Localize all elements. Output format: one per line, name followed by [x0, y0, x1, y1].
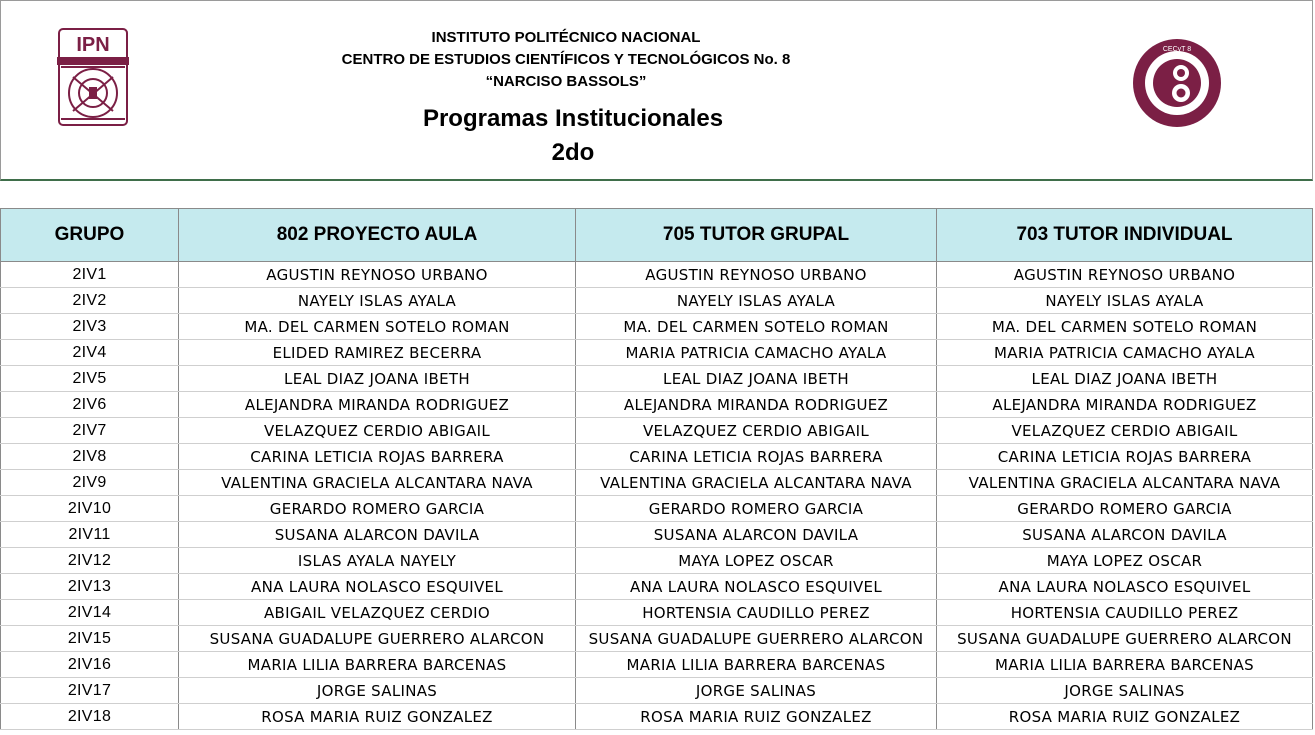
cell-tutor-individual: NAYELY ISLAS AYALA [937, 288, 1313, 314]
cell-tutor-individual: ANA LAURA NOLASCO ESQUIVEL [937, 574, 1313, 600]
cell-tutor-individual: VALENTINA GRACIELA ALCANTARA NAVA [937, 470, 1313, 496]
cell-tutor-individual: MARIA PATRICIA CAMACHO AYALA [937, 340, 1313, 366]
cell-grupo: 2IV4 [1, 340, 179, 366]
cell-tutor-individual: GERARDO ROMERO GARCIA [937, 496, 1313, 522]
table-row [1, 340, 1313, 366]
table-row [1, 678, 1313, 704]
cell-proyecto-aula: MARIA LILIA BARRERA BARCENAS [179, 652, 576, 678]
cell-tutor-individual: MAYA LOPEZ OSCAR [937, 548, 1313, 574]
cell-grupo: 2IV12 [1, 548, 179, 574]
table-header-row [1, 209, 1313, 262]
cell-grupo: 2IV10 [1, 496, 179, 522]
cell-proyecto-aula: AGUSTIN REYNOSO URBANO [179, 262, 576, 288]
cell-tutor-grupal: MA. DEL CARMEN SOTELO ROMAN [576, 314, 937, 340]
table-row [1, 314, 1313, 340]
table-row [1, 288, 1313, 314]
cell-proyecto-aula: LEAL DIAZ JOANA IBETH [179, 366, 576, 392]
cell-proyecto-aula: JORGE SALINAS [179, 678, 576, 704]
cell-grupo: 2IV11 [1, 522, 179, 548]
header-tutor-individual: 703 TUTOR INDIVIDUAL [937, 209, 1313, 262]
grade-title: 2do [551, 139, 595, 166]
cell-proyecto-aula: ROSA MARIA RUIZ GONZALEZ [179, 704, 576, 730]
program-title: Programas Institucionales [422, 105, 724, 132]
cell-tutor-grupal: SUSANA ALARCON DAVILA [576, 522, 937, 548]
cell-tutor-individual: SUSANA ALARCON DAVILA [937, 522, 1313, 548]
header-tutor-grupal: 705 TUTOR GRUPAL [576, 209, 937, 262]
table-row [1, 262, 1313, 288]
table-row [1, 392, 1313, 418]
cell-proyecto-aula: GERARDO ROMERO GARCIA [179, 496, 576, 522]
cecyt-logo [1129, 35, 1225, 131]
cell-tutor-grupal: AGUSTIN REYNOSO URBANO [576, 262, 937, 288]
ipn-logo [53, 27, 133, 131]
cell-tutor-grupal: MARIA LILIA BARRERA BARCENAS [576, 652, 937, 678]
cell-tutor-grupal: LEAL DIAZ JOANA IBETH [576, 366, 937, 392]
cell-proyecto-aula: ELIDED RAMIREZ BECERRA [179, 340, 576, 366]
cell-grupo: 2IV13 [1, 574, 179, 600]
cell-proyecto-aula: SUSANA GUADALUPE GUERRERO ALARCON [179, 626, 576, 652]
cell-tutor-individual: SUSANA GUADALUPE GUERRERO ALARCON [937, 626, 1313, 652]
cell-grupo: 2IV9 [1, 470, 179, 496]
cell-tutor-grupal: JORGE SALINAS [576, 678, 937, 704]
cell-proyecto-aula: ALEJANDRA MIRANDA RODRIGUEZ [179, 392, 576, 418]
cell-proyecto-aula: ABIGAIL VELAZQUEZ CERDIO [179, 600, 576, 626]
school-name: “NARCISO BASSOLS” [485, 73, 647, 90]
logo-left-text: IPN [76, 34, 110, 56]
cell-tutor-grupal: NAYELY ISLAS AYALA [576, 288, 937, 314]
table-row [1, 418, 1313, 444]
cell-proyecto-aula: ISLAS AYALA NAYELY [179, 548, 576, 574]
cell-grupo: 2IV14 [1, 600, 179, 626]
cell-tutor-grupal: ALEJANDRA MIRANDA RODRIGUEZ [576, 392, 937, 418]
center-name: CENTRO DE ESTUDIOS CIENTÍFICOS Y TECNOLÓGICOS No. 8 [341, 51, 791, 68]
cell-grupo: 2IV1 [1, 262, 179, 288]
table-row [1, 366, 1313, 392]
cell-proyecto-aula: NAYELY ISLAS AYALA [179, 288, 576, 314]
cell-proyecto-aula: VALENTINA GRACIELA ALCANTARA NAVA [179, 470, 576, 496]
cell-tutor-individual: JORGE SALINAS [937, 678, 1313, 704]
cell-tutor-individual: ALEJANDRA MIRANDA RODRIGUEZ [937, 392, 1313, 418]
cell-tutor-grupal: MAYA LOPEZ OSCAR [576, 548, 937, 574]
header-grupo: GRUPO [1, 209, 179, 262]
cell-tutor-grupal: MARIA PATRICIA CAMACHO AYALA [576, 340, 937, 366]
cell-proyecto-aula: ANA LAURA NOLASCO ESQUIVEL [179, 574, 576, 600]
cell-tutor-individual: MARIA LILIA BARRERA BARCENAS [937, 652, 1313, 678]
header-proyecto-aula: 802 PROYECTO AULA [179, 209, 576, 262]
programs-table [0, 208, 1313, 730]
cell-tutor-individual: LEAL DIAZ JOANA IBETH [937, 366, 1313, 392]
table-row [1, 548, 1313, 574]
document-header [0, 0, 1313, 181]
table-row [1, 626, 1313, 652]
cell-proyecto-aula: MA. DEL CARMEN SOTELO ROMAN [179, 314, 576, 340]
cell-grupo: 2IV3 [1, 314, 179, 340]
cell-tutor-grupal: CARINA LETICIA ROJAS BARRERA [576, 444, 937, 470]
table-row [1, 704, 1313, 730]
cell-tutor-individual: CARINA LETICIA ROJAS BARRERA [937, 444, 1313, 470]
cell-tutor-grupal: VELAZQUEZ CERDIO ABIGAIL [576, 418, 937, 444]
cell-tutor-individual: HORTENSIA CAUDILLO PEREZ [937, 600, 1313, 626]
cell-tutor-grupal: VALENTINA GRACIELA ALCANTARA NAVA [576, 470, 937, 496]
logo-right-text: CECyT 8 [1162, 46, 1192, 53]
cell-grupo: 2IV8 [1, 444, 179, 470]
cell-grupo: 2IV17 [1, 678, 179, 704]
cell-tutor-individual: MA. DEL CARMEN SOTELO ROMAN [937, 314, 1313, 340]
cell-proyecto-aula: CARINA LETICIA ROJAS BARRERA [179, 444, 576, 470]
institution-name: INSTITUTO POLITÉCNICO NACIONAL [431, 29, 701, 46]
cell-grupo: 2IV7 [1, 418, 179, 444]
cell-proyecto-aula: SUSANA ALARCON DAVILA [179, 522, 576, 548]
cell-grupo: 2IV16 [1, 652, 179, 678]
table-row [1, 496, 1313, 522]
cell-grupo: 2IV18 [1, 704, 179, 730]
cell-grupo: 2IV2 [1, 288, 179, 314]
table-row [1, 522, 1313, 548]
table-row [1, 574, 1313, 600]
cell-tutor-grupal: ANA LAURA NOLASCO ESQUIVEL [576, 574, 937, 600]
table-row [1, 444, 1313, 470]
cell-tutor-individual: ROSA MARIA RUIZ GONZALEZ [937, 704, 1313, 730]
cell-proyecto-aula: VELAZQUEZ CERDIO ABIGAIL [179, 418, 576, 444]
cell-tutor-grupal: HORTENSIA CAUDILLO PEREZ [576, 600, 937, 626]
cell-tutor-individual: AGUSTIN REYNOSO URBANO [937, 262, 1313, 288]
cell-grupo: 2IV6 [1, 392, 179, 418]
table-row [1, 652, 1313, 678]
cell-grupo: 2IV5 [1, 366, 179, 392]
table-row [1, 470, 1313, 496]
table-row [1, 600, 1313, 626]
cell-tutor-grupal: SUSANA GUADALUPE GUERRERO ALARCON [576, 626, 937, 652]
cell-tutor-individual: VELAZQUEZ CERDIO ABIGAIL [937, 418, 1313, 444]
cell-grupo: 2IV15 [1, 626, 179, 652]
cell-tutor-grupal: GERARDO ROMERO GARCIA [576, 496, 937, 522]
cell-tutor-grupal: ROSA MARIA RUIZ GONZALEZ [576, 704, 937, 730]
